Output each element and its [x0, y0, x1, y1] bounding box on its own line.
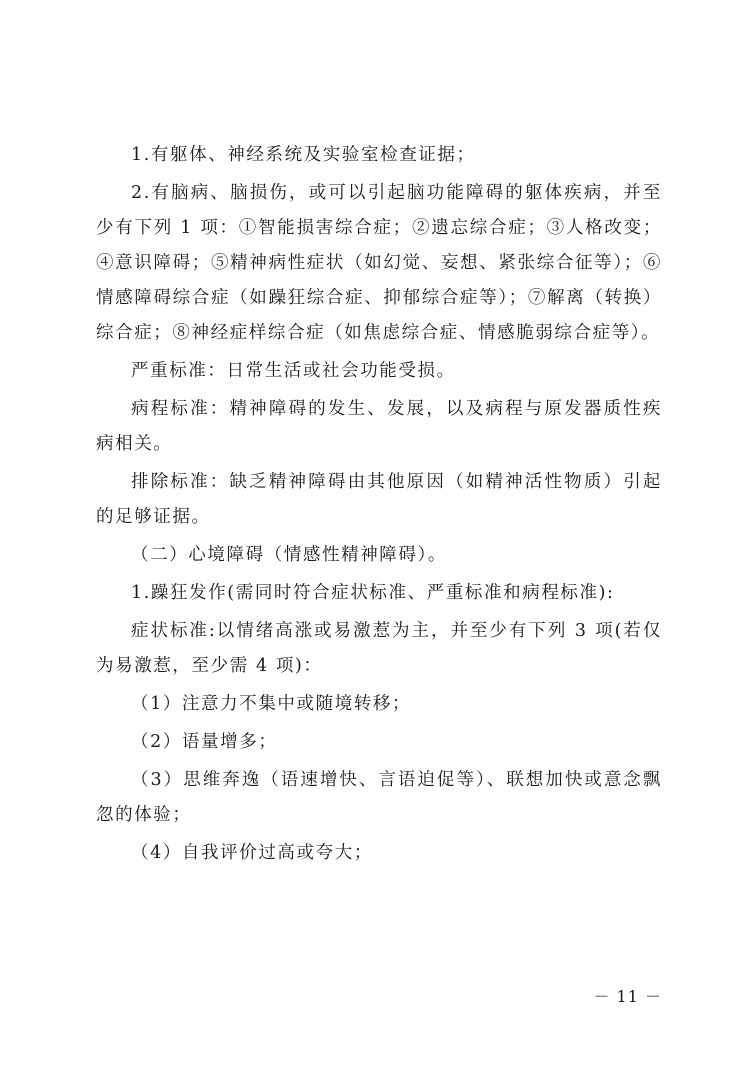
paragraph-severity-standard: 严重标准：日常生活或社会功能受损。	[131, 361, 456, 381]
paragraph-exclusion-standard: 排除标准：缺乏精神障碍由其他原因（如精神活性物质）引起的足够证据。	[96, 472, 662, 527]
list-item-1: （1）注意力不集中或随境转移；	[131, 694, 412, 714]
paragraph-course-standard: 病程标准：精神障碍的发生、发展，以及病程与原发器质性疾病相关。	[96, 399, 662, 454]
section-heading-mood-disorder: （二）心境障碍（情感性精神障碍）。	[131, 545, 447, 565]
document-body	[96, 138, 662, 874]
paragraph-criterion-2: 2.有脑病、脑损伤，或可以引起脑功能障碍的躯体疾病，并至少有下列 1 项：①智能损害综合症；②遗忘综合症；③人格改变；④意识障碍；⑤精神病性症状（如幻觉、妄想、紧张综合征等）；⑥情感障碍综合症（如躁狂综合症、抑郁综合症等）；⑦解离（转换）综合症；⑧神经症样综合症（如焦虑综合症、情感脆弱综合症等）。	[96, 183, 662, 343]
page-number: － 11 －	[593, 987, 662, 1006]
paragraph-manic-episode: 1.躁狂发作(需同时符合症状标准、严重标准和病程标准):	[131, 583, 615, 603]
paragraph-symptom-standard: 症状标准:以情绪高涨或易激惹为主，并至少有下列 3 项(若仅为易激惹，至少需 4 项)：	[96, 621, 662, 676]
paragraph-criterion-1: 1.有躯体、神经系统及实验室检查证据；	[131, 145, 476, 165]
list-item-2: （2）语量增多；	[131, 732, 278, 752]
list-item-3: （3）思维奔逸（语速增快、言语迫促等）、联想加快或意念飘忽的体验；	[96, 770, 662, 825]
list-item-4: （4）自我评价过高或夸大；	[131, 843, 373, 863]
